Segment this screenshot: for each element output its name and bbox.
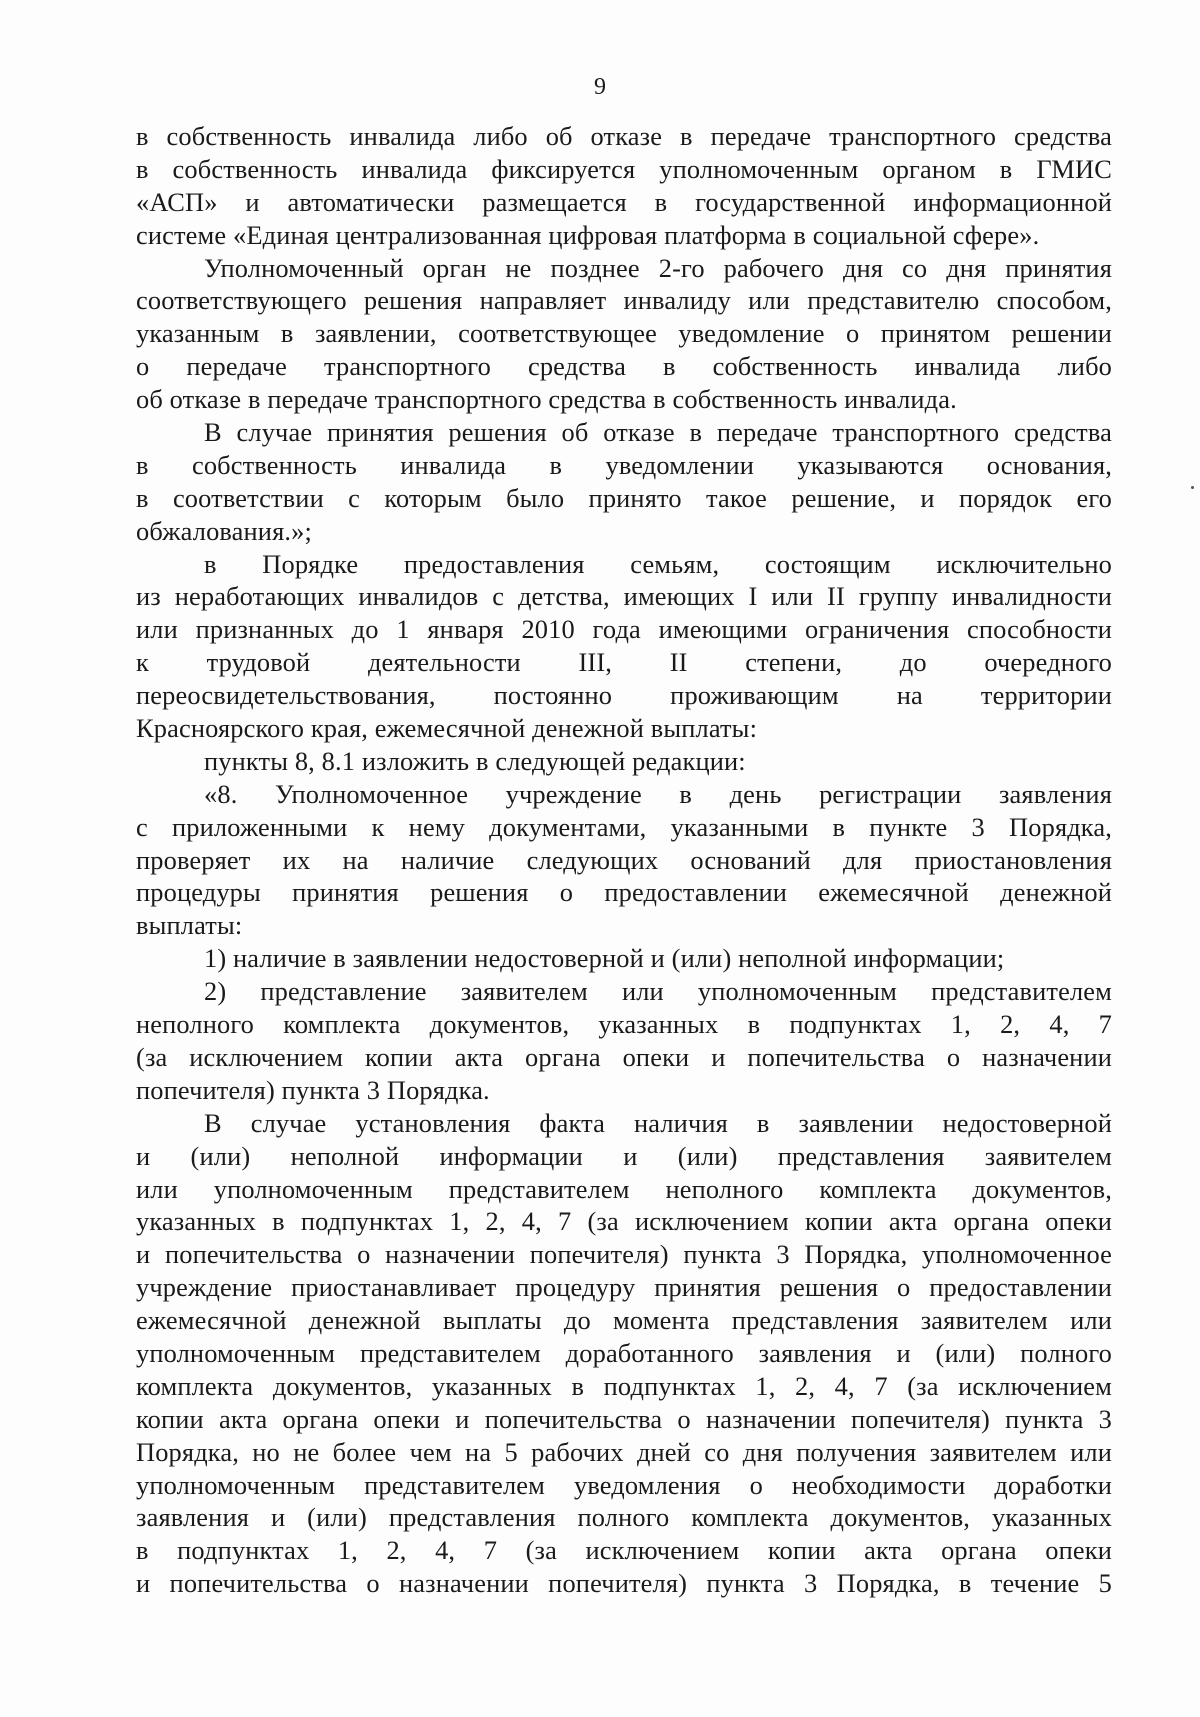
text-line: неполного комплекта документов, указанных в подпунктах 1, 2, 4, 7 [136,1009,1112,1040]
text-line: процедуры принятия решения о предоставлении ежемесячной денежной [136,877,1112,908]
text-line: переосвидетельствования, постоянно проживающим на территории [136,680,1112,711]
text-line: соответствующего решения направляет инвалиду или представителю способом, [136,285,1112,316]
text-line: Уполномоченный орган не позднее 2-го рабочего дня со дня принятия [204,252,1112,283]
document-body [136,120,1112,1600]
text-line: системе «Единая централизованная цифровая платформа в социальной сфере». [136,219,1040,250]
text-line: «8. Уполномоченное учреждение в день регистрации заявления [204,778,1112,809]
text-line: уполномоченным представителем уведомления о необходимости доработки [136,1469,1112,1500]
text-line: или признанных до 1 января 2010 года имеющими ограничения способности [136,614,1112,645]
scan-speck [1191,486,1194,489]
text-line: указанных в подпунктах 1, 2, 4, 7 (за исключением копии акта органа опеки [136,1206,1112,1237]
text-line: Красноярского края, ежемесячной денежной выплаты: [136,713,758,744]
text-line: копии акта органа опеки и попечительства о назначении попечителя) пункта 3 [136,1403,1112,1434]
text-line: в Порядке предоставления семьям, состоящим исключительно [204,548,1112,579]
text-line: (за исключением копии акта органа опеки и попечительства о назначении [136,1041,1112,1072]
text-line: в соответствии с которым было принято такое решение, и порядок его [136,482,1112,513]
text-line: и (или) неполной информации и (или) представления заявителем [136,1140,1112,1171]
text-line: попечителя) пункта 3 Порядка. [136,1074,490,1105]
text-line: учреждение приостанавливает процедуру принятия решения о предоставлении [136,1272,1112,1303]
text-line: проверяет их на наличие следующих оснований для приостановления [136,844,1112,875]
text-line: В случае принятия решения об отказе в передаче транспортного средства [204,417,1112,448]
text-line: В случае установления факта наличия в заявлении недостоверной [204,1107,1112,1138]
text-line: выплаты: [136,910,243,941]
text-line: и попечительства о назначении попечителя) пункта 3 Порядка, в течение 5 [136,1568,1112,1599]
text-line: комплекта документов, указанных в подпунктах 1, 2, 4, 7 (за исключением [136,1370,1112,1401]
text-line: в собственность инвалида в уведомлении указываются основания, [136,449,1112,480]
text-line: из неработающих инвалидов с детства, имеющих I или II группу инвалидности [136,581,1112,612]
text-line: заявления и (или) представления полного комплекта документов, указанных [136,1502,1112,1533]
text-line: о передаче транспортного средства в собственность инвалида либо [136,351,1112,382]
text-line: 2) представление заявителем или уполномоченным представителем [204,976,1112,1007]
text-line: с приложенными к нему документами, указанными в пункте 3 Порядка, [136,811,1112,842]
text-line: в подпунктах 1, 2, 4, 7 (за исключением копии акта органа опеки [136,1535,1112,1566]
page-number: 9 [594,74,606,100]
text-line: к трудовой деятельности III, II степени, до очередного [136,647,1112,678]
text-line: обжалования.»; [136,515,312,546]
text-line: уполномоченным представителем доработанного заявления и (или) полного [136,1337,1112,1368]
text-line: ежемесячной денежной выплаты до момента представления заявителем или [136,1305,1112,1336]
text-line: в собственность инвалида либо об отказе в передаче транспортного средства [136,121,1112,151]
text-line: об отказе в передаче транспортного средства в собственность инвалида. [136,384,957,415]
text-line: Порядка, но не более чем на 5 рабочих дней со дня получения заявителем или [136,1436,1112,1467]
text-line: 1) наличие в заявлении недостоверной и (или) неполной информации; [204,943,1005,974]
text-line: указанным в заявлении, соответствующее уведомление о принятом решении [136,318,1112,349]
text-line: в собственность инвалида фиксируется уполномоченным органом в ГМИС [136,153,1112,184]
text-line: «АСП» и автоматически размещается в государственной информационной [136,186,1112,217]
text-line: пункты 8, 8.1 изложить в следующей редакции: [204,745,746,776]
text-line: и попечительства о назначении попечителя) пункта 3 Порядка, уполномоченное [136,1239,1112,1270]
text-line: или уполномоченным представителем неполного комплекта документов, [136,1173,1112,1204]
